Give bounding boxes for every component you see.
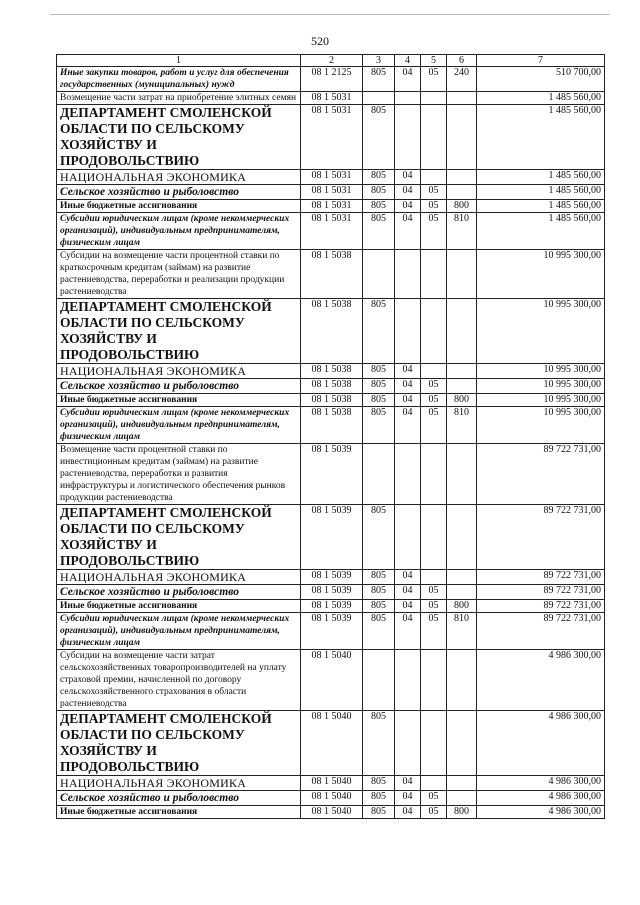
header-cell-4: 4 xyxy=(395,55,421,67)
section-cell: 04 xyxy=(395,806,421,819)
admin-code-cell: 805 xyxy=(363,394,395,407)
page-number: 520 xyxy=(311,34,329,48)
admin-code-cell: 805 xyxy=(363,379,395,394)
amount-cell: 1 485 560,00 xyxy=(477,213,605,250)
table-row xyxy=(57,806,605,819)
target-code-cell: 08 1 5039 xyxy=(301,585,363,600)
target-code-cell: 08 1 5039 xyxy=(301,444,363,505)
section-cell xyxy=(395,105,421,170)
row-name-cell: ДЕПАРТАМЕНТ СМОЛЕНСКОЙ ОБЛАСТИ ПО СЕЛЬСКОМУ ХОЗЯЙСТВУ И ПРОДОВОЛЬСТВИЮ xyxy=(57,505,301,570)
expense-type-cell: 800 xyxy=(447,200,477,213)
subsection-cell: 05 xyxy=(421,600,447,613)
table-row xyxy=(57,711,605,776)
section-cell: 04 xyxy=(395,776,421,791)
admin-code-cell: 805 xyxy=(363,585,395,600)
admin-code-cell: 805 xyxy=(363,600,395,613)
header-row xyxy=(57,55,605,67)
target-code-cell: 08 1 5038 xyxy=(301,407,363,444)
admin-code-cell: 805 xyxy=(363,613,395,650)
section-cell xyxy=(395,444,421,505)
expense-type-cell: 810 xyxy=(447,213,477,250)
table-row xyxy=(57,505,605,570)
subsection-cell: 05 xyxy=(421,613,447,650)
amount-cell: 89 722 731,00 xyxy=(477,600,605,613)
amount-cell: 10 995 300,00 xyxy=(477,379,605,394)
subsection-cell xyxy=(421,505,447,570)
subsection-cell xyxy=(421,711,447,776)
amount-cell: 10 995 300,00 xyxy=(477,364,605,379)
amount-cell: 4 986 300,00 xyxy=(477,776,605,791)
row-name-cell: Субсидии юридическим лицам (кроме некоммерческих организаций), индивидуальным предпринимателям, физическим лицам xyxy=(57,613,301,650)
section-cell xyxy=(395,92,421,105)
target-code-cell: 08 1 5039 xyxy=(301,505,363,570)
row-name-cell: Сельское хозяйство и рыболовство xyxy=(57,185,301,200)
subsection-cell xyxy=(421,364,447,379)
subsection-cell xyxy=(421,105,447,170)
expense-type-cell xyxy=(447,791,477,806)
table-row xyxy=(57,585,605,600)
table-row xyxy=(57,92,605,105)
admin-code-cell: 805 xyxy=(363,407,395,444)
row-name-cell: Иные бюджетные ассигнования xyxy=(57,200,301,213)
expense-type-cell xyxy=(447,650,477,711)
admin-code-cell: 805 xyxy=(363,67,395,92)
row-name-cell: Субсидии юридическим лицам (кроме некоммерческих организаций), индивидуальным предпринимателям, физическим лицам xyxy=(57,407,301,444)
admin-code-cell: 805 xyxy=(363,806,395,819)
subsection-cell: 05 xyxy=(421,200,447,213)
row-name-cell: ДЕПАРТАМЕНТ СМОЛЕНСКОЙ ОБЛАСТИ ПО СЕЛЬСКОМУ ХОЗЯЙСТВУ И ПРОДОВОЛЬСТВИЮ xyxy=(57,711,301,776)
subsection-cell xyxy=(421,570,447,585)
expense-type-cell xyxy=(447,92,477,105)
amount-cell: 4 986 300,00 xyxy=(477,711,605,776)
row-name-cell: НАЦИОНАЛЬНАЯ ЭКОНОМИКА xyxy=(57,776,301,791)
admin-code-cell xyxy=(363,92,395,105)
target-code-cell: 08 1 5039 xyxy=(301,600,363,613)
table-row xyxy=(57,791,605,806)
subsection-cell xyxy=(421,170,447,185)
subsection-cell xyxy=(421,92,447,105)
target-code-cell: 08 1 5038 xyxy=(301,394,363,407)
row-name-cell: Субсидии юридическим лицам (кроме некоммерческих организаций), индивидуальным предпринимателям, физическим лицам xyxy=(57,213,301,250)
subsection-cell xyxy=(421,776,447,791)
expense-type-cell xyxy=(447,711,477,776)
table-row xyxy=(57,394,605,407)
admin-code-cell xyxy=(363,250,395,299)
row-name-cell: НАЦИОНАЛЬНАЯ ЭКОНОМИКА xyxy=(57,170,301,185)
target-code-cell: 08 1 5031 xyxy=(301,213,363,250)
target-code-cell: 08 1 5031 xyxy=(301,92,363,105)
table-body xyxy=(57,55,605,819)
expense-type-cell xyxy=(447,444,477,505)
table-row xyxy=(57,407,605,444)
target-code-cell: 08 1 5040 xyxy=(301,711,363,776)
subsection-cell xyxy=(421,444,447,505)
expense-type-cell xyxy=(447,570,477,585)
section-cell: 04 xyxy=(395,613,421,650)
table-row xyxy=(57,299,605,364)
expense-type-cell: 240 xyxy=(447,67,477,92)
section-cell: 04 xyxy=(395,364,421,379)
amount-cell: 4 986 300,00 xyxy=(477,806,605,819)
row-name-cell: ДЕПАРТАМЕНТ СМОЛЕНСКОЙ ОБЛАСТИ ПО СЕЛЬСКОМУ ХОЗЯЙСТВУ И ПРОДОВОЛЬСТВИЮ xyxy=(57,105,301,170)
row-name-cell: Сельское хозяйство и рыболовство xyxy=(57,585,301,600)
amount-cell: 89 722 731,00 xyxy=(477,585,605,600)
target-code-cell: 08 1 5039 xyxy=(301,570,363,585)
amount-cell: 10 995 300,00 xyxy=(477,299,605,364)
target-code-cell: 08 1 5038 xyxy=(301,364,363,379)
table-row xyxy=(57,185,605,200)
header-cell-1: 1 xyxy=(57,55,301,67)
target-code-cell: 08 1 5038 xyxy=(301,299,363,364)
subsection-cell: 05 xyxy=(421,213,447,250)
section-cell: 04 xyxy=(395,600,421,613)
expense-type-cell xyxy=(447,185,477,200)
expense-type-cell xyxy=(447,585,477,600)
section-cell xyxy=(395,299,421,364)
table-row xyxy=(57,570,605,585)
expense-type-cell xyxy=(447,505,477,570)
expense-type-cell: 800 xyxy=(447,600,477,613)
table-row xyxy=(57,613,605,650)
row-name-cell: Иные закупки товаров, работ и услуг для обеспечения государственных (муниципальных) нужд xyxy=(57,67,301,92)
header-cell-3: 3 xyxy=(363,55,395,67)
expense-type-cell xyxy=(447,105,477,170)
subsection-cell xyxy=(421,650,447,711)
target-code-cell: 08 1 5031 xyxy=(301,105,363,170)
admin-code-cell: 805 xyxy=(363,200,395,213)
expense-type-cell xyxy=(447,170,477,185)
admin-code-cell: 805 xyxy=(363,711,395,776)
row-name-cell: Возмещение части затрат на приобретение элитных семян xyxy=(57,92,301,105)
row-name-cell: НАЦИОНАЛЬНАЯ ЭКОНОМИКА xyxy=(57,570,301,585)
amount-cell: 89 722 731,00 xyxy=(477,613,605,650)
budget-table xyxy=(56,54,605,819)
target-code-cell: 08 1 5038 xyxy=(301,379,363,394)
target-code-cell: 08 1 5039 xyxy=(301,613,363,650)
table-row xyxy=(57,650,605,711)
expense-type-cell: 800 xyxy=(447,806,477,819)
amount-cell: 10 995 300,00 xyxy=(477,250,605,299)
expense-type-cell: 800 xyxy=(447,394,477,407)
amount-cell: 10 995 300,00 xyxy=(477,394,605,407)
table-row xyxy=(57,170,605,185)
amount-cell: 1 485 560,00 xyxy=(477,185,605,200)
target-code-cell: 08 1 5040 xyxy=(301,650,363,711)
subsection-cell: 05 xyxy=(421,394,447,407)
header-cell-7: 7 xyxy=(477,55,605,67)
target-code-cell: 08 1 5040 xyxy=(301,806,363,819)
section-cell xyxy=(395,505,421,570)
subsection-cell: 05 xyxy=(421,407,447,444)
admin-code-cell: 805 xyxy=(363,364,395,379)
expense-type-cell: 810 xyxy=(447,613,477,650)
expense-type-cell xyxy=(447,379,477,394)
admin-code-cell: 805 xyxy=(363,299,395,364)
subsection-cell: 05 xyxy=(421,379,447,394)
expense-type-cell xyxy=(447,776,477,791)
header-cell-2: 2 xyxy=(301,55,363,67)
admin-code-cell: 805 xyxy=(363,570,395,585)
amount-cell: 10 995 300,00 xyxy=(477,407,605,444)
section-cell: 04 xyxy=(395,791,421,806)
admin-code-cell: 805 xyxy=(363,185,395,200)
expense-type-cell xyxy=(447,250,477,299)
row-name-cell: Сельское хозяйство и рыболовство xyxy=(57,379,301,394)
subsection-cell xyxy=(421,250,447,299)
table-row xyxy=(57,250,605,299)
section-cell xyxy=(395,250,421,299)
section-cell: 04 xyxy=(395,170,421,185)
subsection-cell xyxy=(421,299,447,364)
target-code-cell: 08 1 2125 xyxy=(301,67,363,92)
amount-cell: 89 722 731,00 xyxy=(477,505,605,570)
row-name-cell: Иные бюджетные ассигнования xyxy=(57,394,301,407)
section-cell xyxy=(395,650,421,711)
admin-code-cell: 805 xyxy=(363,105,395,170)
target-code-cell: 08 1 5040 xyxy=(301,776,363,791)
section-cell: 04 xyxy=(395,185,421,200)
amount-cell: 89 722 731,00 xyxy=(477,444,605,505)
target-code-cell: 08 1 5038 xyxy=(301,250,363,299)
table-row xyxy=(57,776,605,791)
amount-cell: 1 485 560,00 xyxy=(477,200,605,213)
table-row xyxy=(57,200,605,213)
table-row xyxy=(57,379,605,394)
table-row xyxy=(57,213,605,250)
section-cell: 04 xyxy=(395,67,421,92)
top-rule xyxy=(50,14,610,15)
subsection-cell: 05 xyxy=(421,791,447,806)
table-row xyxy=(57,600,605,613)
row-name-cell: Иные бюджетные ассигнования xyxy=(57,806,301,819)
section-cell: 04 xyxy=(395,585,421,600)
subsection-cell: 05 xyxy=(421,806,447,819)
expense-type-cell xyxy=(447,364,477,379)
subsection-cell: 05 xyxy=(421,185,447,200)
row-name-cell: НАЦИОНАЛЬНАЯ ЭКОНОМИКА xyxy=(57,364,301,379)
admin-code-cell xyxy=(363,444,395,505)
row-name-cell: ДЕПАРТАМЕНТ СМОЛЕНСКОЙ ОБЛАСТИ ПО СЕЛЬСКОМУ ХОЗЯЙСТВУ И ПРОДОВОЛЬСТВИЮ xyxy=(57,299,301,364)
admin-code-cell: 805 xyxy=(363,776,395,791)
amount-cell: 1 485 560,00 xyxy=(477,170,605,185)
table-row xyxy=(57,364,605,379)
target-code-cell: 08 1 5040 xyxy=(301,791,363,806)
row-name-cell: Сельское хозяйство и рыболовство xyxy=(57,791,301,806)
subsection-cell: 05 xyxy=(421,67,447,92)
row-name-cell: Иные бюджетные ассигнования xyxy=(57,600,301,613)
admin-code-cell: 805 xyxy=(363,213,395,250)
table-row xyxy=(57,444,605,505)
expense-type-cell xyxy=(447,299,477,364)
section-cell xyxy=(395,711,421,776)
table-row xyxy=(57,105,605,170)
section-cell: 04 xyxy=(395,570,421,585)
admin-code-cell: 805 xyxy=(363,170,395,185)
admin-code-cell xyxy=(363,650,395,711)
section-cell: 04 xyxy=(395,379,421,394)
section-cell: 04 xyxy=(395,213,421,250)
row-name-cell: Субсидии на возмещение части процентной ставки по краткосрочным кредитам (займам) на развитие растениеводства, переработки и реализации продукции растениеводства xyxy=(57,250,301,299)
expense-type-cell: 810 xyxy=(447,407,477,444)
row-name-cell: Возмещение части процентной ставки по инвестиционным кредитам (займам) на развитие растениеводства, переработки и развития инфраструктуры и логистического обеспечения рынков продукции растениеводства xyxy=(57,444,301,505)
target-code-cell: 08 1 5031 xyxy=(301,200,363,213)
amount-cell: 4 986 300,00 xyxy=(477,650,605,711)
target-code-cell: 08 1 5031 xyxy=(301,185,363,200)
amount-cell: 1 485 560,00 xyxy=(477,105,605,170)
header-cell-6: 6 xyxy=(447,55,477,67)
target-code-cell: 08 1 5031 xyxy=(301,170,363,185)
section-cell: 04 xyxy=(395,394,421,407)
section-cell: 04 xyxy=(395,200,421,213)
amount-cell: 4 986 300,00 xyxy=(477,791,605,806)
table-row xyxy=(57,67,605,92)
admin-code-cell: 805 xyxy=(363,791,395,806)
amount-cell: 89 722 731,00 xyxy=(477,570,605,585)
subsection-cell: 05 xyxy=(421,585,447,600)
amount-cell: 1 485 560,00 xyxy=(477,92,605,105)
row-name-cell: Субсидии на возмещение части затрат сельскохозяйственных товаропроизводителей на уплату страховой премии, начисленной по договору сельскохозяйственного страхования в области растениеводства xyxy=(57,650,301,711)
section-cell: 04 xyxy=(395,407,421,444)
admin-code-cell: 805 xyxy=(363,505,395,570)
header-cell-5: 5 xyxy=(421,55,447,67)
amount-cell: 510 700,00 xyxy=(477,67,605,92)
